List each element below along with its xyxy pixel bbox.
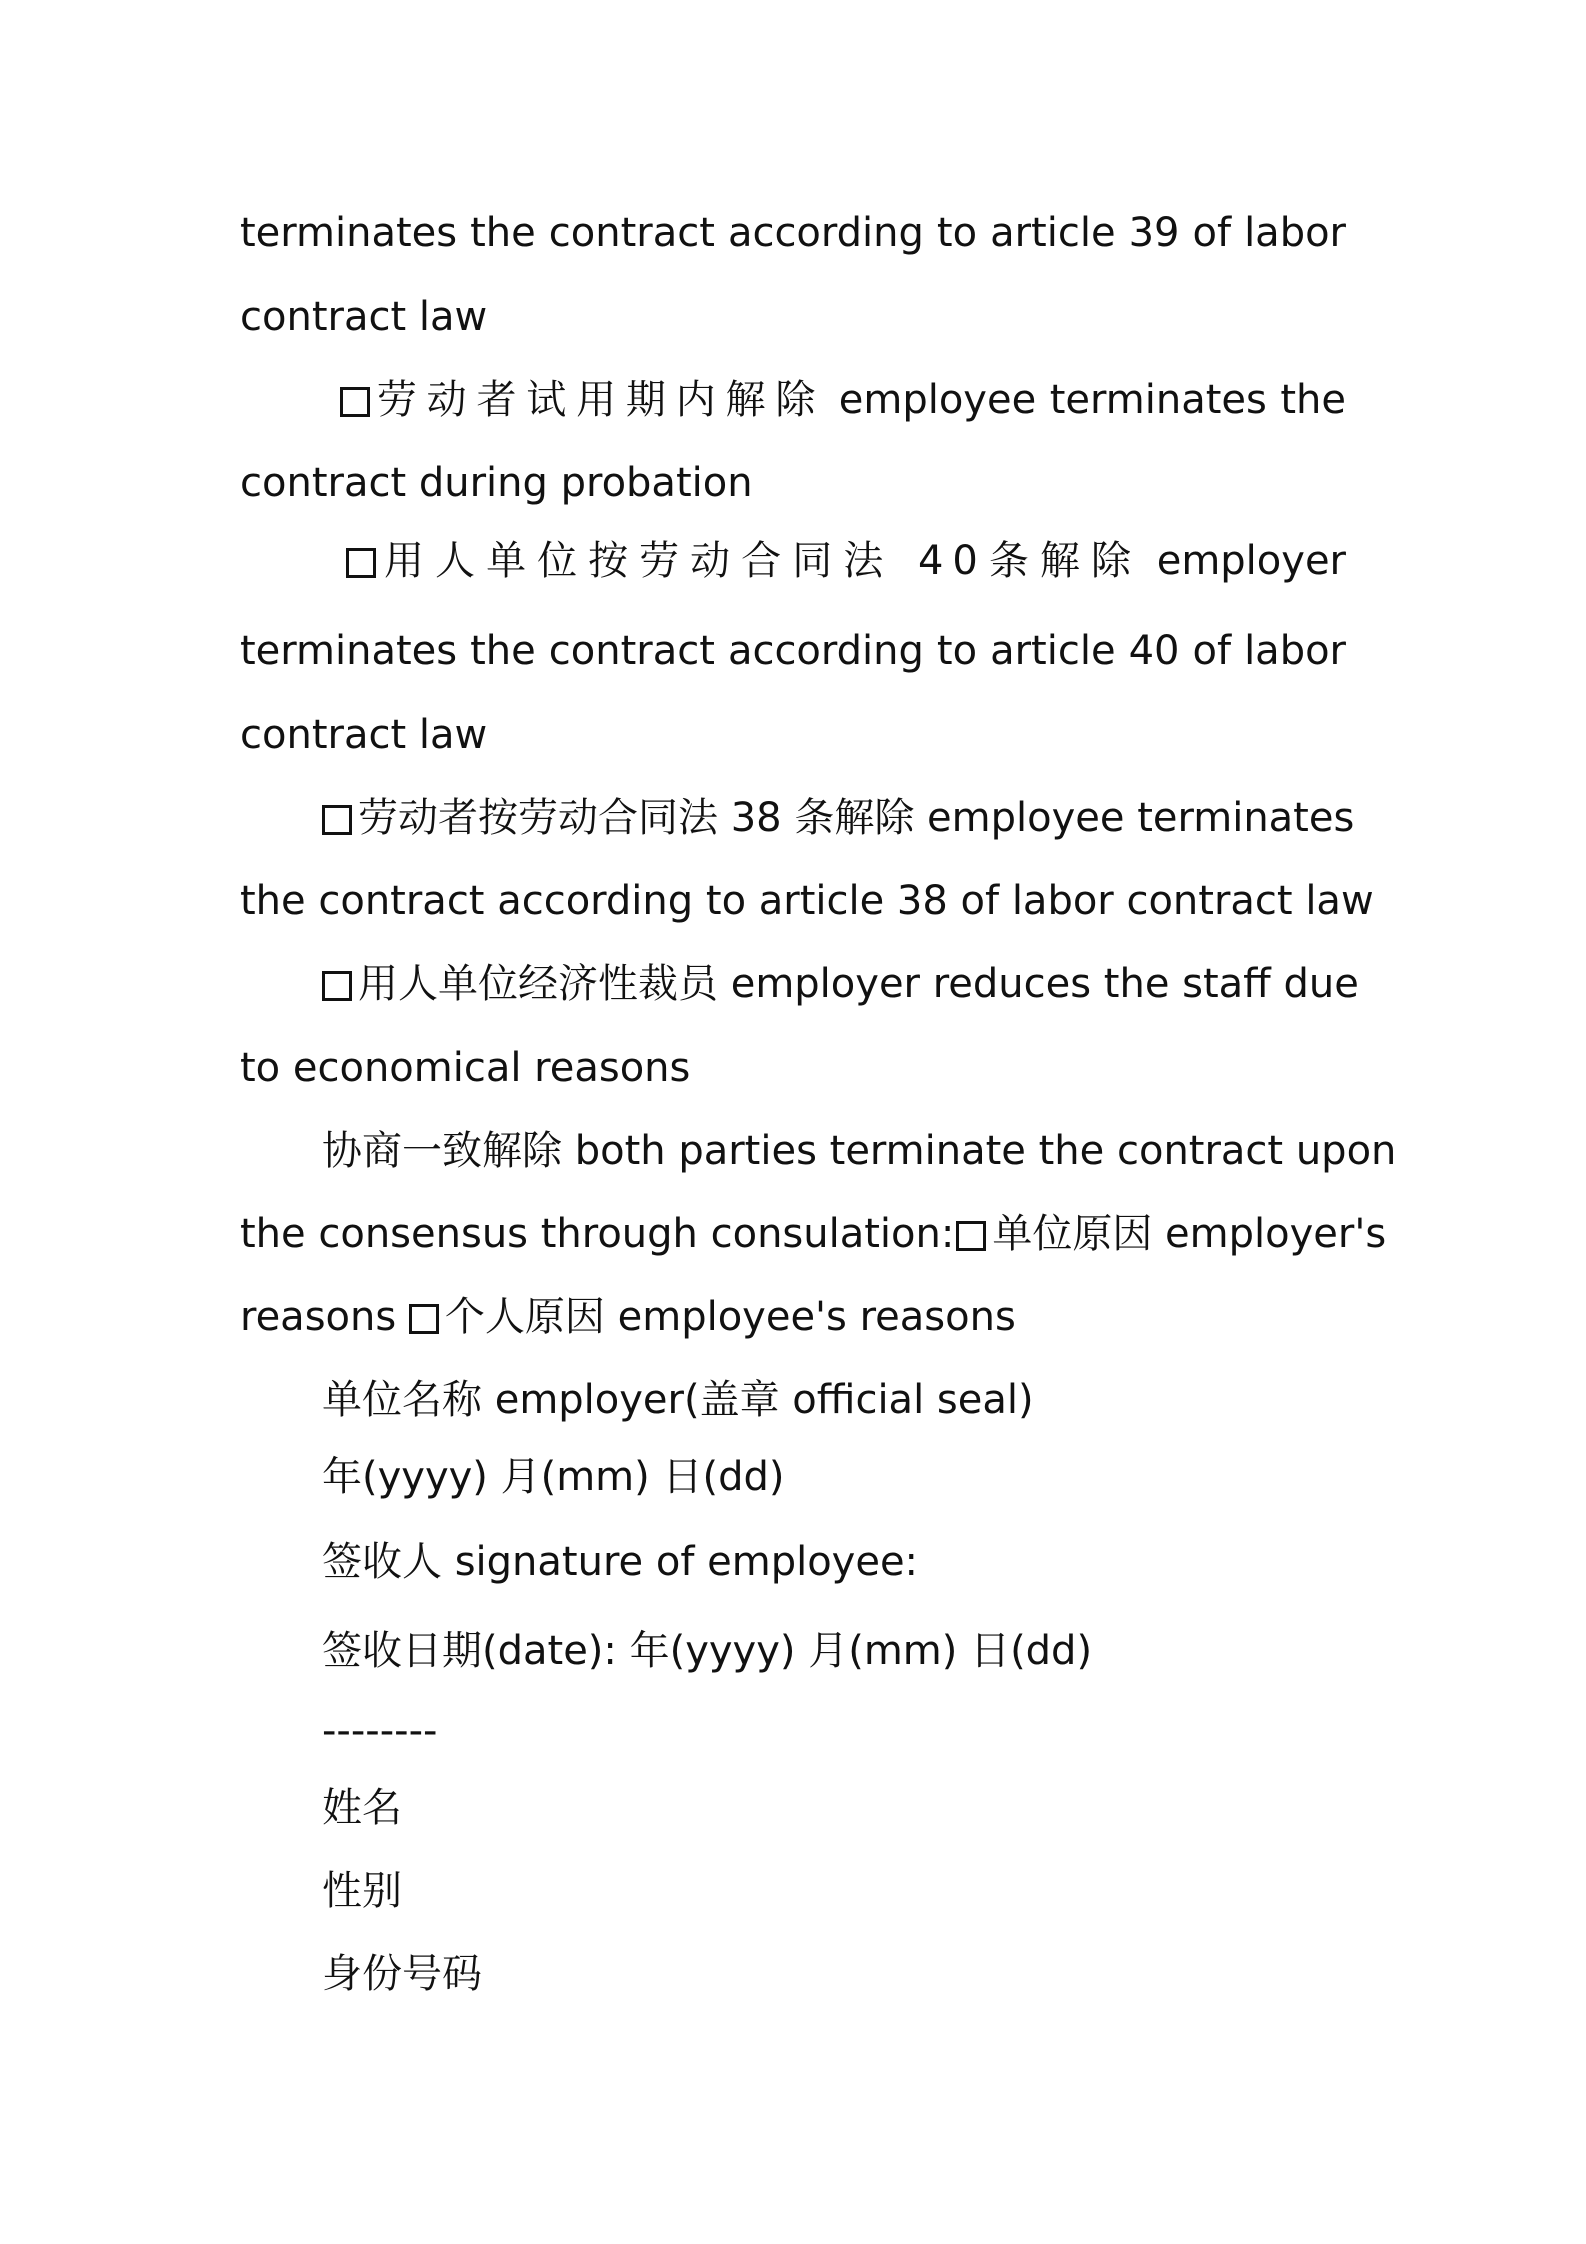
text-segment: the contract according to article 38 of labor contract law [240,878,1374,924]
checkbox-icon[interactable] [322,805,352,835]
option-article40-termination [346,537,1346,585]
text-line [240,1044,690,1092]
signature-line [322,1538,918,1586]
option-label-cn: 劳动者按劳动合同法 38 条解除 [358,795,915,841]
consensus-text: the consensus through consulation: [240,1211,955,1257]
consensus-reason-line [240,1210,1387,1258]
option-label [346,538,1142,584]
employer-seal-line [322,1376,1034,1424]
name-field-label [322,1784,402,1832]
option-label-cn: 用人单位经济性裁员 [358,961,718,1007]
text-line [240,209,1346,257]
option-employee-reason: 个人原因 employee's reasons [444,1294,1016,1340]
option-label-en: employee terminates the [838,377,1347,423]
text-segment: 性别 [322,1868,402,1914]
text-segment: terminates the contract according to article 39 of labor [240,210,1346,256]
date-line [322,1453,784,1501]
consensus-reason-line [240,1293,1016,1341]
text-line [240,459,753,507]
text-segment: 签收人 signature of employee: [322,1539,919,1585]
checkbox-icon[interactable] [346,548,376,578]
checkbox-icon[interactable] [322,971,352,1001]
option-employer-reason: 单位原因 employer's [992,1211,1387,1257]
text-segment: -------- [322,1708,438,1754]
option-label-en: employee terminates [927,795,1355,841]
text-segment [240,1211,1386,1257]
text-segment: reasons [240,1294,409,1340]
option-label [322,795,914,841]
option-label-cn: 劳动者试用期内解除 [376,377,826,423]
option-probation-termination [340,376,1346,424]
option-label [340,377,825,423]
checkbox-icon[interactable] [956,1221,986,1251]
option-article38-termination [322,794,1355,842]
text-segment: 身份号码 [322,1951,482,1997]
text-segment: 姓名 [322,1785,402,1831]
text-segment: 单位名称 employer(盖章 official seal) [322,1377,1034,1423]
gender-field-label [322,1867,402,1915]
text-segment: contract law [240,294,488,340]
option-label-en: employer reduces the staff due [730,961,1359,1007]
signing-date-line [322,1627,1092,1675]
option-label-en: employer [1156,538,1346,584]
text-line [240,627,1346,675]
checkbox-icon[interactable] [340,387,370,417]
text-line [322,1127,1397,1175]
text-segment: 年(yyyy) 月(mm) 日(dd) [322,1454,785,1500]
option-economic-layoff [322,960,1359,1008]
separator [322,1707,437,1755]
text-segment: 签收日期(date): 年(yyyy) 月(mm) 日(dd) [322,1628,1093,1674]
text-segment: terminates the contract according to article 40 of labor [240,628,1346,674]
text-line [240,711,487,759]
text-segment: 协商一致解除 both parties terminate the contract upon [322,1128,1397,1174]
text-segment: to economical reasons [240,1045,691,1091]
text-line [240,293,487,341]
text-line [240,877,1374,925]
option-label-cn: 用人单位按劳动合同法 40条解除 [382,538,1142,584]
checkbox-icon[interactable] [409,1304,439,1334]
option-label [322,961,718,1007]
id-number-field-label [322,1950,482,1998]
text-segment: contract during probation [240,460,753,506]
text-segment: contract law [240,712,488,758]
